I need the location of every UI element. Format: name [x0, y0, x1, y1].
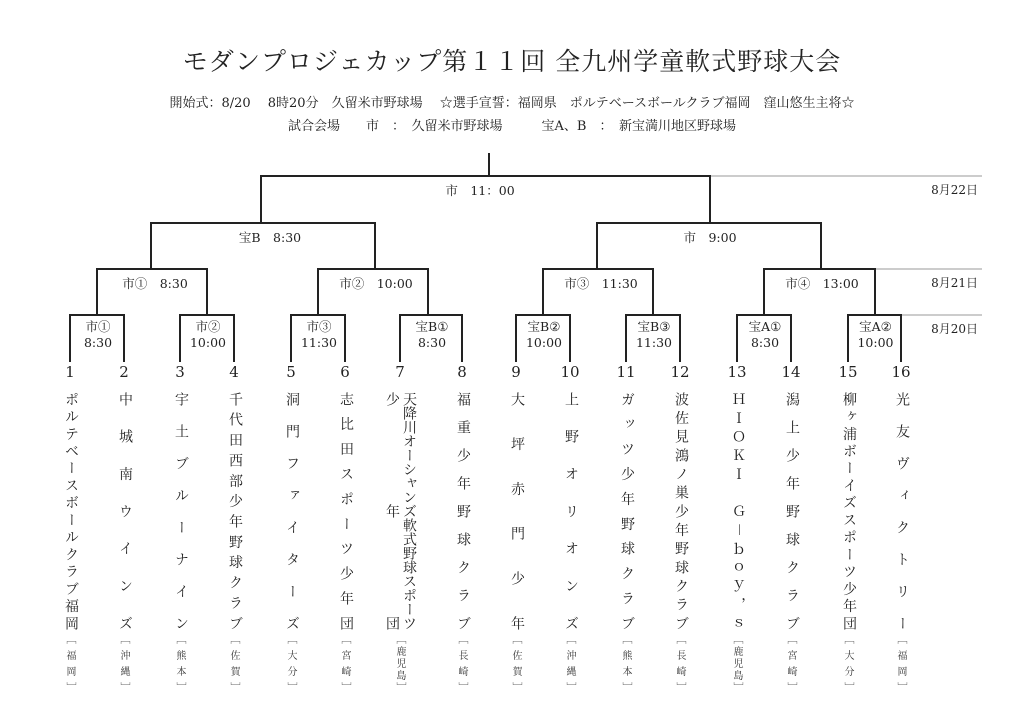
- final-match-label: 市 11：00: [445, 183, 515, 198]
- team-name: 大坪赤門少年: [509, 392, 525, 630]
- team-name: 宇土ブルーナイン: [173, 392, 189, 630]
- team-number: 14: [781, 363, 801, 381]
- team-prefecture: ［佐賀］: [510, 634, 521, 692]
- team-name: 千代田西部少年野球クラブ: [227, 392, 243, 630]
- team-number: 4: [229, 363, 239, 381]
- team-name: 志比田スポーツ少年団: [338, 392, 354, 630]
- team-name: 光友ヴィクトリー: [894, 392, 910, 630]
- match-time: 11:30: [635, 335, 673, 350]
- date-round1: 8月20日: [931, 322, 978, 336]
- team-prefecture: ［大分］: [285, 634, 296, 692]
- match-venue: 市②: [195, 319, 221, 334]
- match-venue: 宝B①: [415, 319, 449, 334]
- team-prefecture: ［熊本］: [620, 634, 631, 692]
- match-time: 10:00: [525, 335, 563, 350]
- quarterfinal-label: 市② 10:00: [339, 276, 413, 291]
- team-name: ＨＩＯＫＩ Ｇ－ｂｏｙ，ｓ: [730, 392, 746, 630]
- team-name: 中城南ウインズ: [117, 392, 133, 630]
- page-title: モダンプロジェカップ第１１回 全九州学童軟式野球大会: [182, 47, 842, 76]
- team-number: 15: [838, 363, 858, 381]
- date-final: 8月22日: [931, 183, 978, 197]
- first-round-match-label: [518, 319, 570, 351]
- first-round-match-label: [72, 319, 124, 351]
- opening-ceremony-info: 開始式：8/20 8時20分 久留米市野球場 ☆選手宣誓：福岡県 ポルテベースボールクラブ福岡 窪山悠生主将☆: [169, 96, 855, 111]
- venue-info: 試合会場 市 ： 久留米市野球場 宝A、B ： 新宝満川地区野球場: [288, 119, 736, 134]
- team-name: ポルテベースボールクラブ福岡: [63, 392, 79, 630]
- first-round-match-label: [293, 319, 345, 351]
- first-round-match-label: [850, 319, 901, 351]
- team-number: 9: [511, 363, 521, 381]
- quarterfinal-label: 市① 8:30: [122, 276, 188, 291]
- team-prefecture: ［宮崎］: [785, 634, 796, 692]
- team-name: 潟上少年野球クラブ: [784, 392, 800, 630]
- team-number: 7: [395, 363, 405, 381]
- team-prefecture: ［福岡］: [895, 634, 906, 692]
- match-venue: 宝A①: [748, 319, 782, 334]
- team-prefecture: ［宮崎］: [339, 634, 350, 692]
- team-prefecture: ［鹿児島］: [731, 634, 742, 692]
- team-prefecture: ［福岡］: [64, 634, 75, 692]
- first-round-match-label: [182, 319, 234, 351]
- team-number: 11: [616, 363, 636, 381]
- team-name: 天降川オーシャンズ軟式野球スポーツ少年団: [384, 392, 417, 630]
- semifinal-right-label: 市 9:00: [683, 230, 737, 245]
- team-prefecture: ［大分］: [842, 634, 853, 692]
- team-prefecture: ［長崎］: [456, 634, 467, 692]
- semifinal-left-label: 宝B 8:30: [238, 230, 302, 245]
- team-prefecture: ［沖縄］: [118, 634, 129, 692]
- match-time: 8:30: [417, 335, 447, 350]
- first-round-match-label: [402, 319, 462, 351]
- team-name: 上野オリオンズ: [563, 392, 579, 630]
- match-venue: 市①: [85, 319, 111, 334]
- team-prefecture: ［長崎］: [674, 634, 685, 692]
- date-round2: 8月21日: [931, 276, 978, 290]
- team-number: 1: [65, 363, 75, 381]
- match-venue: 宝B③: [637, 319, 671, 334]
- first-round-match-label: [628, 319, 680, 351]
- match-venue: 市③: [306, 319, 332, 334]
- match-time: 10:00: [857, 335, 894, 350]
- match-time: 10:00: [189, 335, 227, 350]
- match-time: 11:30: [300, 335, 338, 350]
- match-time: 8:30: [750, 335, 780, 350]
- team-number: 5: [286, 363, 296, 381]
- quarterfinal-label: 市④ 13:00: [785, 276, 859, 291]
- team-prefecture: ［沖縄］: [564, 634, 575, 692]
- team-number: 8: [457, 363, 467, 381]
- match-time: 8:30: [83, 335, 113, 350]
- team-number: 2: [119, 363, 129, 381]
- team-prefecture: ［鹿児島］: [394, 634, 405, 692]
- team-number: 12: [670, 363, 690, 381]
- team-number: 16: [891, 363, 911, 381]
- team-name: 福重少年野球クラブ: [455, 392, 471, 630]
- match-venue: 宝B②: [527, 319, 561, 334]
- team-number: 6: [340, 363, 350, 381]
- team-number: 13: [727, 363, 747, 381]
- team-name: 柳ヶ浦ボーイズスポーツ少年団: [841, 392, 857, 630]
- quarterfinal-label: 市③ 11:30: [564, 276, 638, 291]
- team-prefecture: ［熊本］: [174, 634, 185, 692]
- team-name: 洞門ファイターズ: [284, 392, 300, 630]
- team-name: ガッツ少年野球クラブ: [619, 392, 635, 630]
- team-number: 10: [560, 363, 580, 381]
- first-round-match-label: [739, 319, 791, 351]
- team-name: 波佐見鴻ノ巣少年野球クラブ: [673, 392, 689, 630]
- match-venue: 宝A②: [859, 319, 892, 334]
- team-prefecture: ［佐賀］: [228, 634, 239, 692]
- team-number: 3: [175, 363, 185, 381]
